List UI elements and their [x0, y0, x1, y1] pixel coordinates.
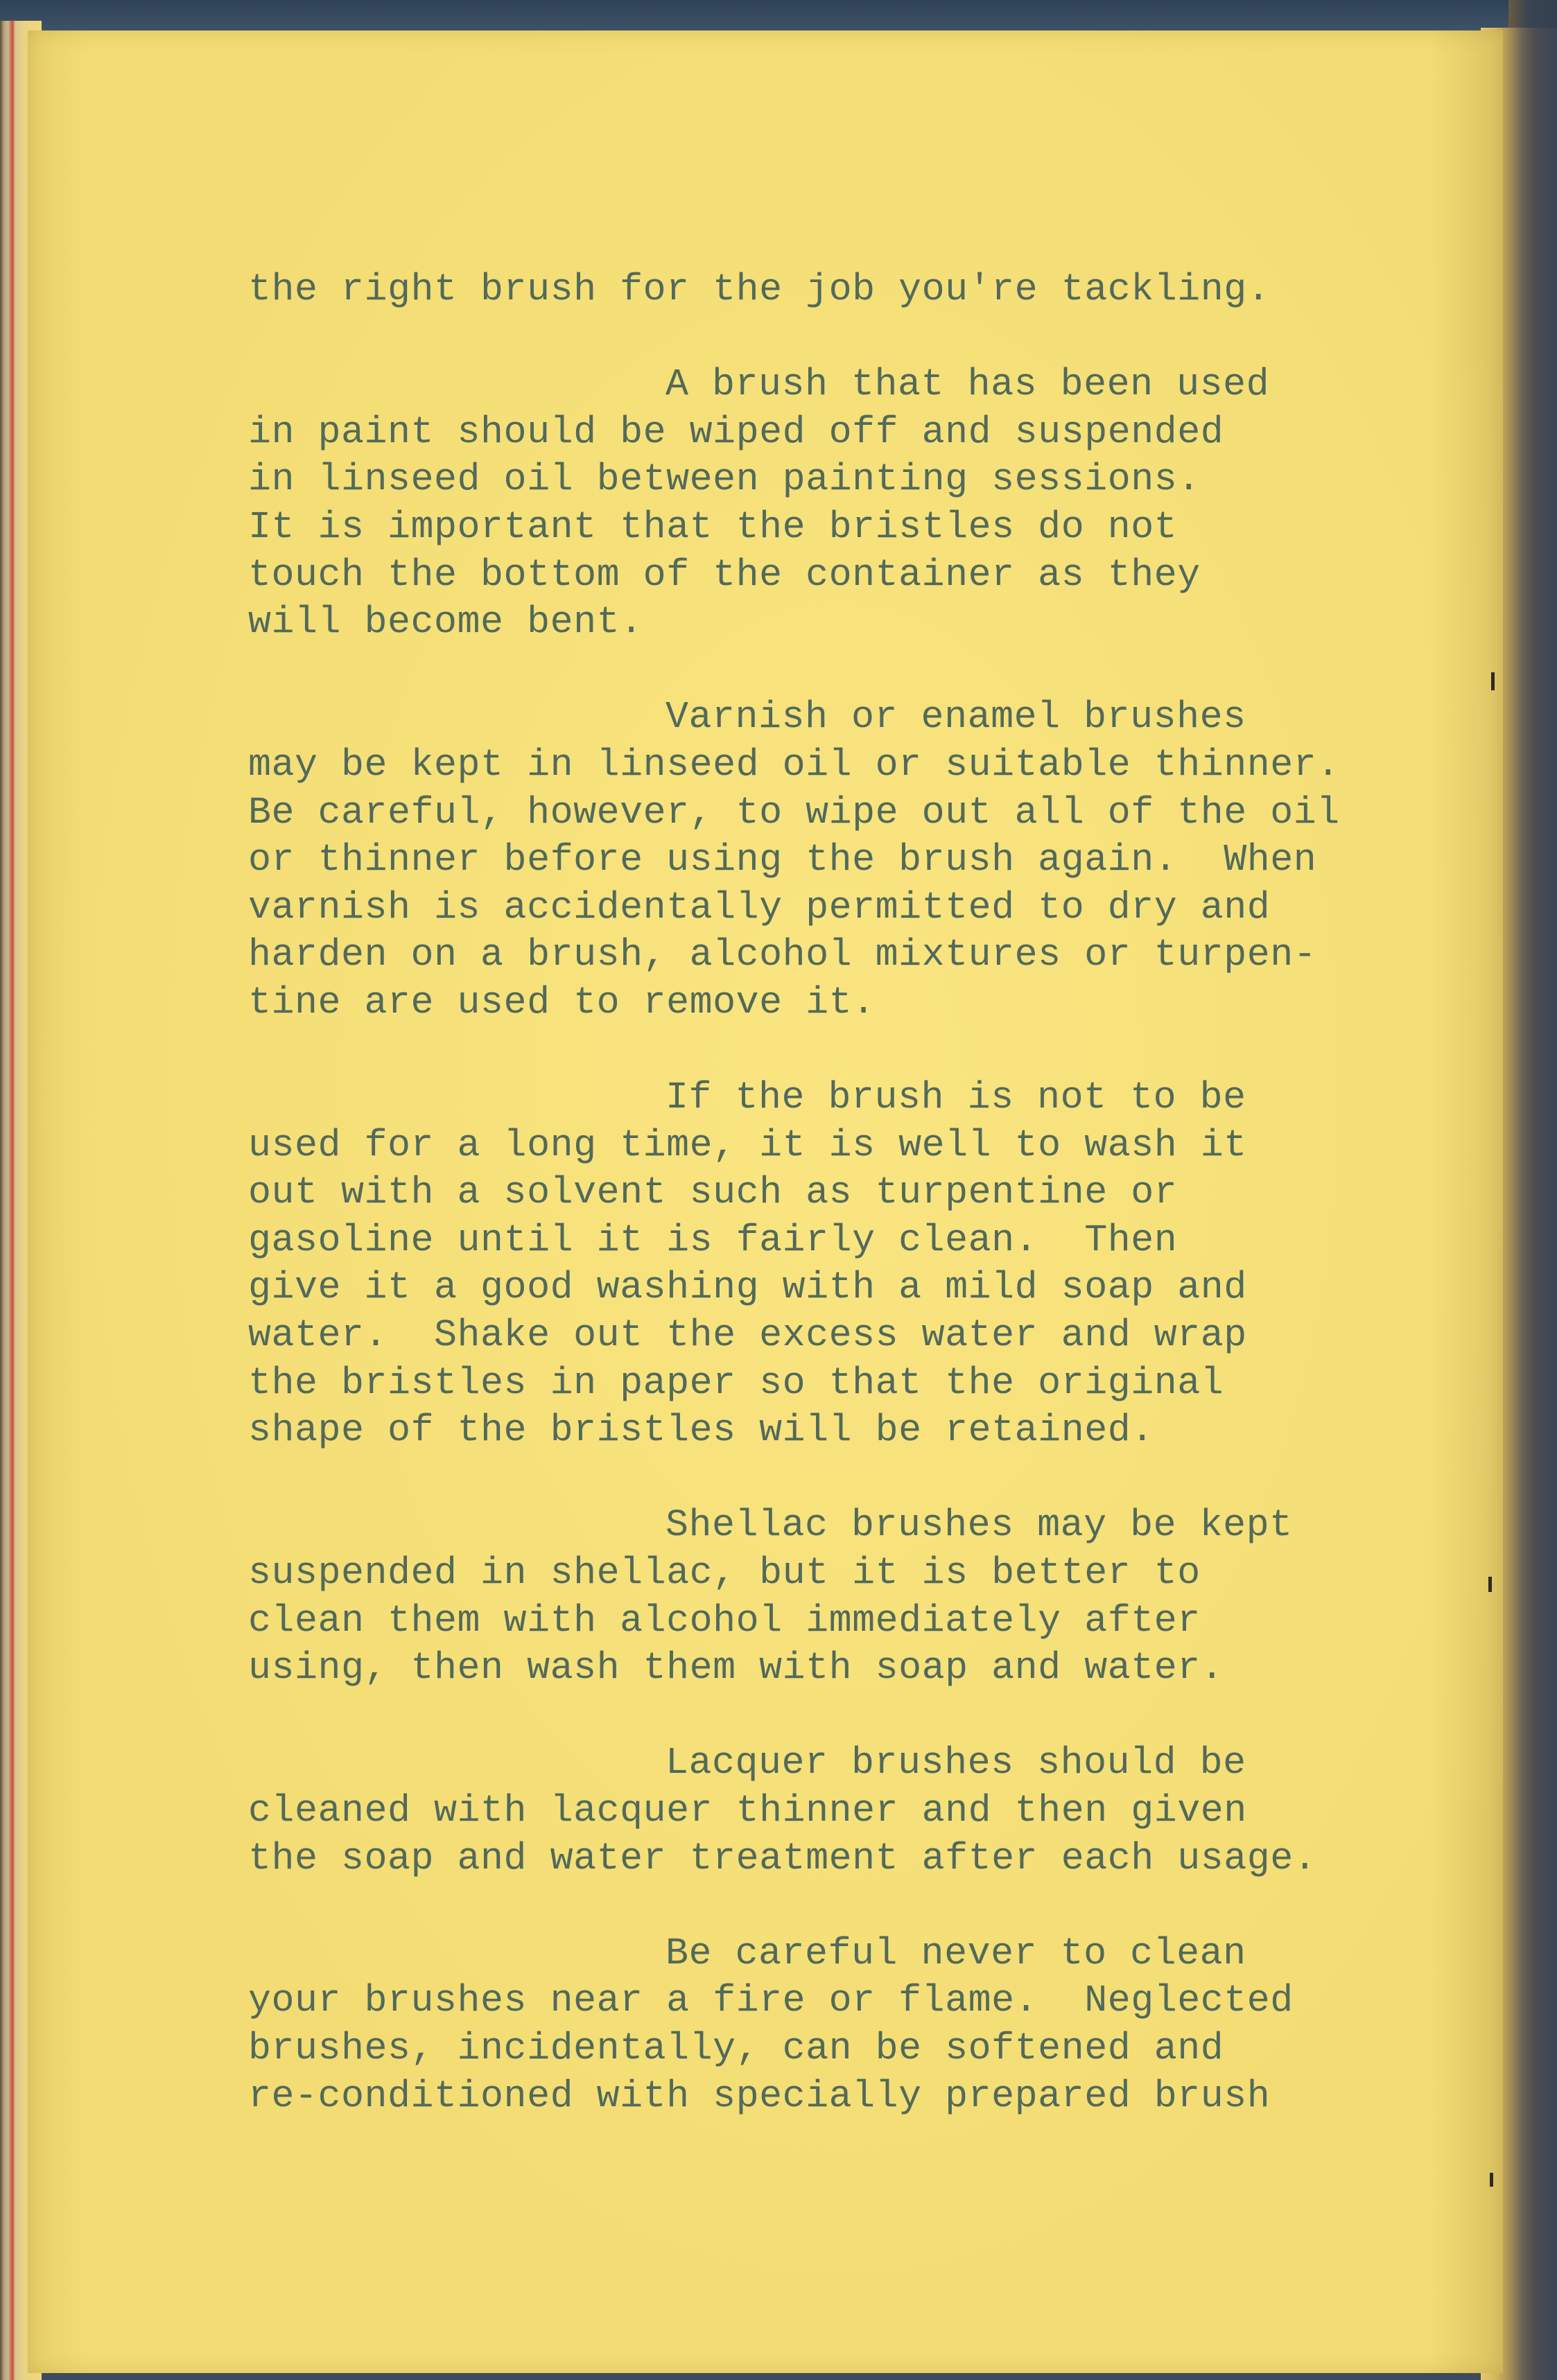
paragraph-gap [248, 314, 1427, 362]
text-line: your brushes near a fire or flame. Neglected [248, 1979, 1294, 2023]
text-line: give it a good washing with a mild soap and [248, 1266, 1247, 1310]
text-line: Lacquer brushes should be [666, 1741, 1246, 1785]
text-line: touch the bottom of the container as they [248, 552, 1201, 597]
typewritten-page [28, 30, 1503, 2373]
paragraph-gap [248, 1455, 1427, 1503]
text-line: clean them with alcohol immediately after [248, 1598, 1201, 1643]
text-line: It is important that the bristles do not [248, 505, 1178, 549]
text-line: in linseed oil between painting sessions. [248, 457, 1201, 502]
paragraph-gap [248, 1882, 1427, 1930]
text-line: water. Shake out the excess water and wrap [248, 1313, 1247, 1358]
paragraph-gap [248, 647, 1427, 694]
text-line: suspended in shellac, but it is better to [248, 1551, 1201, 1595]
paragraph-gap [248, 1692, 1427, 1740]
text-line: will become bent. [248, 600, 643, 645]
text-line: or thinner before using the brush again. When [248, 838, 1317, 882]
text-line: Varnish or enamel brushes [666, 695, 1246, 740]
text-line: Shellac brushes may be kept [666, 1503, 1293, 1548]
text-line: If the brush is not to be [666, 1076, 1246, 1120]
text-line: may be kept in linseed oil or suitable thinner. [248, 742, 1340, 787]
book-cover-top-edge [0, 0, 1557, 35]
text-line: Be careful, however, to wipe out all of the oil [248, 790, 1340, 834]
page-edge-mark [1490, 2173, 1493, 2187]
text-line: the soap and water treatment after each usage. [248, 1836, 1317, 1880]
text-line: the bristles in paper so that the original [248, 1360, 1224, 1405]
text-line: varnish is accidentally permitted to dry and [248, 885, 1271, 929]
text-line: harden on a brush, alcohol mixtures or turpen- [248, 933, 1317, 977]
text-line: re-conditioned with specially prepared brush [248, 2074, 1271, 2118]
text-line: in paint should be wiped off and suspended [248, 410, 1224, 454]
typewritten-text [248, 266, 1427, 2120]
text-line: cleaned with lacquer thinner and then given [248, 1789, 1247, 1832]
text-line: A brush that has been used [666, 362, 1270, 407]
text-line: brushes, incidentally, can be softened and [248, 2026, 1224, 2070]
page-edge-mark [1488, 1577, 1492, 1592]
text-line: gasoline until it is fairly clean. Then [248, 1218, 1178, 1262]
text-line: out with a solvent such as turpentine or [248, 1171, 1178, 1215]
text-line: using, then wash them with soap and water. [248, 1646, 1224, 1690]
text-line: shape of the bristles will be retained. [248, 1408, 1154, 1453]
text-line: tine are used to remove it. [248, 980, 876, 1024]
text-line: used for a long time, it is well to wash it [248, 1123, 1247, 1167]
page-edge-mark [1491, 672, 1495, 690]
paragraph-gap [248, 1027, 1427, 1075]
text-line: Be careful never to clean [666, 1931, 1246, 1975]
text-line: the right brush for the job you're tackling. [248, 268, 1271, 311]
